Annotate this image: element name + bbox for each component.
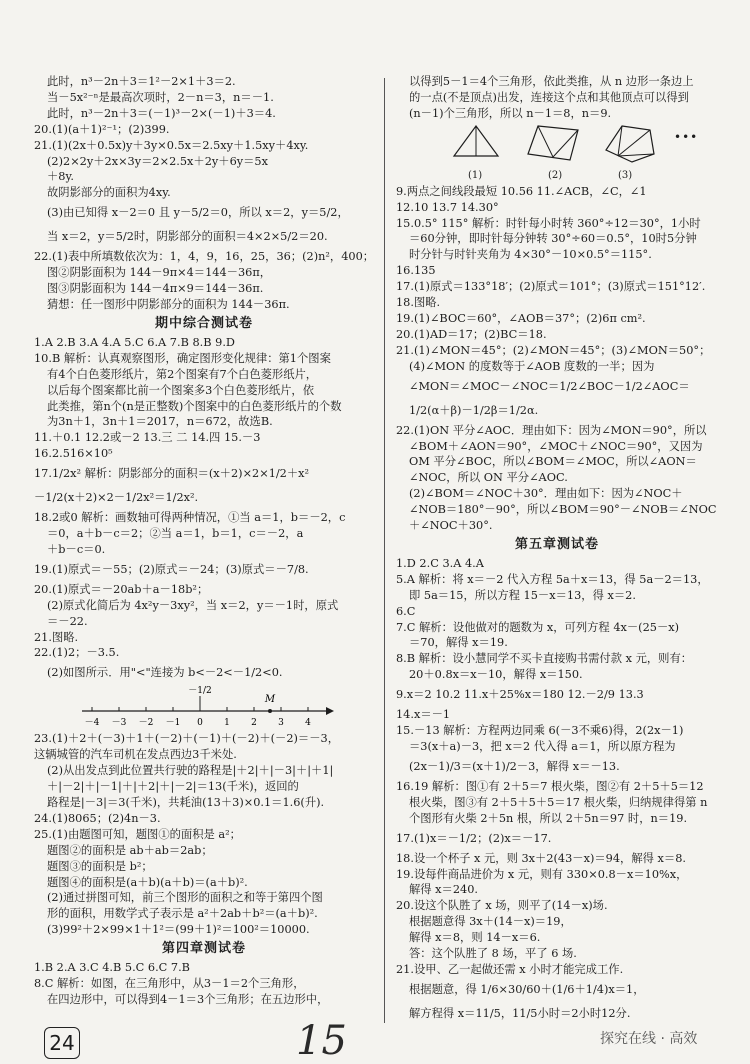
figure-label-2: (2) — [548, 169, 563, 181]
number-line-tick-label: －3 — [111, 718, 127, 729]
answer-line: ∠NOC，所以 ON 平分∠AOC. — [409, 471, 568, 485]
figure-label-1: (1) — [468, 169, 483, 181]
answer-line: 16.135 — [396, 264, 436, 278]
answer-line: 22.(1)2；－3.5. — [34, 646, 120, 660]
answer-line: 时分针与时针夹角为 4×30°－10×0.5°＝115°. — [409, 248, 652, 262]
left-block-3 — [34, 731, 374, 938]
answer-line: 图③阴影面积为 144－4π×9＝144－36π. — [47, 282, 264, 296]
answer-line: 9.两点之间线段最短 10.56 11.∠ACB，∠C，∠1 — [396, 184, 647, 198]
answer-line: 图②阴影面积为 144－9π×4＝144－36π， — [47, 266, 272, 280]
answer-line: 24.(1)8065；(2)4n－3. — [34, 811, 161, 825]
answer-line: 11.＋0.1 12.2或－2 13.三 二 14.四 15.－3 — [34, 431, 261, 445]
answer-line: 20.(1)AD＝17；(2)BC＝18. — [396, 327, 547, 341]
polygon-figures — [396, 124, 718, 182]
answer-line: 形的面积，用数学式子表示是 a²＋2ab＋b²＝(a＋b)². — [47, 907, 318, 921]
answer-line: 题图③的面积是 b²； — [47, 859, 153, 873]
answer-line: 9.x＝2 10.2 11.x＋25%x＝180 12.－2/9 13.3 — [396, 688, 644, 702]
answer-line: ＝3(x＋a)－3，把 x＝2 代入得 a＝1，所以原方程为 — [409, 740, 676, 753]
answer-line: ∠BOM＋∠AON＝90°，∠MOC＋∠NOC＝90°，又因为 — [409, 439, 703, 453]
answer-line: OM 平分∠BOC，所以∠BOM＝∠MOC，所以∠AON＝ — [409, 455, 697, 469]
answer-line: (4)∠MON 的度数等于∠AOB 度数的一半；因为 — [409, 359, 655, 373]
answer-line: 17.(1)原式＝133°18′；(2)原式＝101°；(3)原式＝151°12′. — [396, 280, 706, 294]
answer-line: 为3n＋1，3n＋1＝2017，n＝672，故选B. — [47, 415, 273, 429]
answer-line: (n－1)个三角形，所以 n－1＝8，n＝9. — [409, 106, 612, 120]
answer-line: 23.(1)＋2＋(－3)＋1＋(－2)＋(－1)＋(－2)＋(－2)＝－3， — [34, 732, 339, 746]
answer-line: 路程是|－3|＝3(千米)，共耗油(13＋3)×0.1＝1.6(升). — [47, 796, 325, 809]
more-figures-dots: ••• — [674, 129, 699, 144]
answer-line: (2)原式化简后为 4x²y－3xy²，当 x＝2，y＝－1时，原式 — [47, 598, 339, 612]
answer-line: 17.1/2x² 解析：阴影部分的面积＝(x＋2)×2×1/2＋x² — [34, 467, 310, 481]
answer-line: 12.10 13.7 14.30° — [396, 200, 499, 214]
answer-line: 8.B 解析：设小慧同学不买卡直接购书需付款 x 元，则有： — [396, 652, 693, 666]
answer-line: 21.(1)∠MON＝45°；(2)∠MON＝45°；(3)∠MON＝50°； — [396, 343, 711, 357]
number-line-figure — [34, 685, 374, 731]
number-line-svg — [34, 685, 334, 731]
left-block-1 — [34, 74, 374, 313]
figure-label-3: (3) — [618, 169, 633, 181]
page-number: 24 — [44, 1027, 80, 1059]
triangle-figure — [451, 124, 501, 166]
left-column — [34, 74, 374, 1008]
answer-line: 10.B 解析：认真观察图形，确定图形变化规律：第1个图案 — [34, 351, 331, 365]
answer-line: 20.(1)原式＝－20ab＋a－18b²； — [34, 582, 209, 596]
chapter5-test-title: 第五章测试卷 — [514, 536, 599, 552]
answer-line: 以后每个图案都比前一个图案多3个白色菱形纸片，依 — [47, 383, 315, 397]
answer-line: 1.D 2.C 3.A 4.A — [396, 556, 484, 570]
answer-line: 21.图略. — [34, 630, 79, 644]
left-block-4 — [34, 960, 374, 1008]
number-line-tick-label: 3 — [278, 718, 284, 729]
answer-line: ＋8y. — [47, 170, 74, 184]
answer-line: (2)2×2y＋2x×3y＝2×2.5x＋2y＋6y＝5x — [47, 154, 268, 168]
answer-line: 17.(1)x＝－1/2；(2)x＝－17. — [396, 831, 552, 845]
answer-line: 此类推，第n个(n是正整数)个图案中的白色菱形纸片的个数 — [47, 399, 342, 413]
answer-line: 个图形有火柴 2＋5n 根，所以 2＋5n＝97 时，n＝19. — [409, 811, 688, 825]
answer-line: 8.C 解析：如图，在三角形中，从3－1＝2个三角形， — [34, 977, 305, 991]
answer-line: 题图④的面积是(a＋b)(a＋b)＝(a＋b)². — [47, 875, 248, 889]
answer-line: ＋b－c＝0. — [47, 542, 106, 556]
answer-line: (2)从出发点到此位置共行驶的路程是|＋2|＋|－3|＋|＋1| — [47, 764, 334, 778]
answer-line: (2x－1)/3＝(x＋1)/2－3，解得 x＝－13. — [409, 759, 620, 773]
number-line-tick-label: 0 — [197, 718, 203, 729]
answer-line: 20.(1)(a＋1)²⁻¹；(2)399. — [34, 122, 170, 136]
number-line-tick-label: －1 — [165, 718, 181, 729]
number-line-half-label: －1/2 — [188, 686, 212, 697]
answer-line: 当－5x²⁻ⁿ是最高次项时，2－n＝3，n＝－1. — [47, 90, 274, 104]
answer-line: 1/2(α＋β)－1/2β＝1/2α. — [409, 403, 539, 417]
number-line-tick-label: 4 — [305, 718, 311, 729]
answer-line: ∠NOB＝180°－90°，所以∠BOM＝90°－∠NOB＝∠NOC — [409, 503, 717, 517]
column-divider — [384, 78, 385, 1023]
answer-line: 18.设一个杯子 x 元，则 3x＋2(43－x)＝94，解得 x＝8. — [396, 851, 686, 865]
answer-line: 此时，n³－2n＋3＝(－1)³－2×(－1)＋3＝4. — [47, 106, 276, 120]
answer-line: 答：这个队胜了 8 场，平了 6 场. — [409, 947, 577, 961]
number-line-tick-label: 2 — [251, 718, 257, 729]
answer-line: 有4个白色菱形纸片，第2个图案有7个白色菱形纸片， — [47, 367, 318, 381]
answer-line: 1.B 2.A 3.C 4.B 5.C 6.C 7.B — [34, 961, 190, 975]
answer-line: 根火柴，图③有 2＋5＋5＋5＝17 根火柴，归纳规律得第 n — [409, 795, 708, 809]
number-line-tick-label: －2 — [138, 718, 154, 729]
chapter4-test-title: 第四章测试卷 — [161, 941, 246, 957]
right-column — [396, 74, 718, 1026]
answer-line: 解得 x＝8，则 14－x＝6. — [409, 931, 541, 945]
answer-line: 21.(1)(2x＋0.5x)y＋3y×0.5x＝2.5xy＋1.5xy＋4xy. — [34, 138, 309, 152]
right-block-2 — [396, 184, 718, 534]
answer-line: 16.19 解析：图①有 2＋5＝7 根火柴，图②有 2＋5＋5＝12 — [396, 779, 704, 793]
midterm-test-title: 期中综合测试卷 — [154, 315, 253, 331]
answer-line: 以得到5－1＝4个三角形，依此类推，从 n 边形一条边上 — [409, 75, 694, 88]
answer-line: ＝－22. — [47, 614, 88, 628]
answer-line: 25.(1)由题图可知，题图①的面积是 a²； — [34, 827, 241, 841]
answer-line: 20.设这个队胜了 x 场，则平了(14－x)场. — [396, 899, 608, 913]
answer-line: 解得 x＝240. — [409, 883, 479, 897]
answer-line: ＋∠NOC＋30°. — [409, 519, 493, 533]
answer-line: 此时，n³－2n＋3＝1²－2×1＋3＝2. — [47, 75, 236, 88]
answer-line: 故阴影部分的面积为4xy. — [47, 186, 171, 200]
right-block-3 — [396, 556, 718, 1026]
answer-line: 猜想：任一图形中阴影部分的面积为 144－36π. — [47, 297, 290, 311]
answer-line: (3)99²＋2×99×1＋1²＝(99＋1)²＝100²＝10000. — [47, 923, 310, 937]
answer-line: (2)如图所示．用"<"连接为 b<－2<－1/2<0. — [47, 666, 283, 680]
left-block-2 — [34, 335, 374, 686]
pentagon-figure — [602, 124, 658, 166]
answer-line: ＝60分钟，即时针每分钟转 30°÷60＝0.5°，10时5分钟 — [409, 232, 697, 246]
right-block-1 — [396, 74, 718, 122]
answer-line: 当 x＝2，y＝5/2时，阴影部分的面积＝4×2×5/2＝20. — [47, 230, 328, 244]
answer-line: 在四边形中，可以得到4－1＝3个三角形；在五边形中， — [47, 992, 329, 1006]
answer-line: (2)∠BOM＝∠NOC＋30°．理由如下：因为∠NOC＋ — [409, 487, 683, 501]
answer-line: 15.0.5° 115° 解析：时针每小时转 360°÷12＝30°，1小时 — [396, 216, 701, 230]
answer-line: (3)由已知得 x－2＝0 且 y－5/2＝0，所以 x＝2，y＝5/2， — [47, 206, 349, 220]
answer-line: 15.－13 解析：方程两边同乘 6(－3不乘6)得，2(2x－1) — [396, 724, 684, 738]
number-line-point-m: M — [264, 694, 276, 706]
answer-line: ＝70，解得 x＝19. — [409, 636, 508, 650]
answer-line: 的一点(不是顶点)出发，连接这个点和其他顶点可以得到 — [409, 90, 689, 104]
answer-line: 根据题意得 3x＋(14－x)＝19， — [409, 915, 572, 929]
answer-line: 22.(1)ON 平分∠AOC．理由如下：因为∠MON＝90°，所以 — [396, 423, 707, 437]
answer-line: 这辆城管的汽车司机在发点西边3千米处. — [34, 748, 237, 762]
answer-line: 根据题意，得 1/6×30/60＋(1/6＋1/4)x＝1， — [409, 982, 645, 996]
answer-line: 19.(1)原式＝－55；(2)原式＝－24；(3)原式＝－7/8. — [34, 562, 309, 576]
number-line-tick-label: －4 — [84, 718, 100, 729]
handwritten-mark: 15 — [296, 1018, 347, 1064]
quadrilateral-figure — [524, 124, 584, 166]
answer-line: 解方程得 x＝11/5，11/5小时＝2小时12分. — [409, 1006, 631, 1020]
answer-line: 题图②的面积是 ab＋ab＝2ab； — [47, 843, 213, 857]
answer-line: 16.2.516×10⁵ — [34, 447, 113, 461]
answer-line: 1.A 2.B 3.A 4.A 5.C 6.A 7.B 8.B 9.D — [34, 335, 235, 349]
answer-line: 18.2或0 解析：画数轴可得两种情况，①当 a＝1，b＝－2，c — [34, 511, 346, 525]
answer-line: 20＋0.8x＝x－10，解得 x＝150. — [409, 668, 583, 682]
answer-line: －1/2(x＋2)×2－1/2x²＝1/2x². — [34, 491, 199, 505]
number-line-tick-label: 1 — [224, 718, 230, 729]
answer-line: 5.A 解析：将 x＝－2 代入方程 5a＋x＝13，得 5a－2＝13， — [396, 572, 709, 586]
answer-line: (2)通过拼图可知，前三个图形的面积之和等于第四个图 — [47, 891, 323, 905]
answer-line: 19.(1)∠BOC＝60°，∠AOB＝37°；(2)6π cm². — [396, 311, 646, 325]
answer-line: 22.(1)表中所填数依次为：1，4，9，16，25，36；(2)n²，400； — [34, 250, 374, 264]
answer-line: 7.C 解析：设他做对的题数为 x，可列方程 4x－(25－x) — [396, 620, 680, 634]
brand-footer: 探究在线 · 高效 — [600, 1031, 698, 1047]
answer-line: 19.设每件商品进价为 x 元，则有 330×0.8－x＝10%x， — [396, 867, 688, 881]
answer-line: 21.设甲、乙一起做还需 x 小时才能完成工作. — [396, 962, 624, 976]
answer-line: 18.图略. — [396, 296, 441, 310]
answer-line: ∠MON＝∠MOC－∠NOC＝1/2∠BOC－1/2∠AOC＝ — [409, 379, 690, 393]
answer-line: 6.C — [396, 604, 416, 618]
answer-line: ＋|－2|＋|－1|＋|＋2|＋|－2|＝13(千米)，返回的 — [47, 780, 299, 794]
answer-line: 即 5a＝15，所以方程 15－x＝13，得 x＝2. — [409, 588, 636, 602]
answer-line: ＝0，a＋b－c＝2；②当 a＝1，b＝1，c＝－2，a — [47, 527, 304, 541]
answer-line: 14.x＝－1 — [396, 708, 451, 722]
